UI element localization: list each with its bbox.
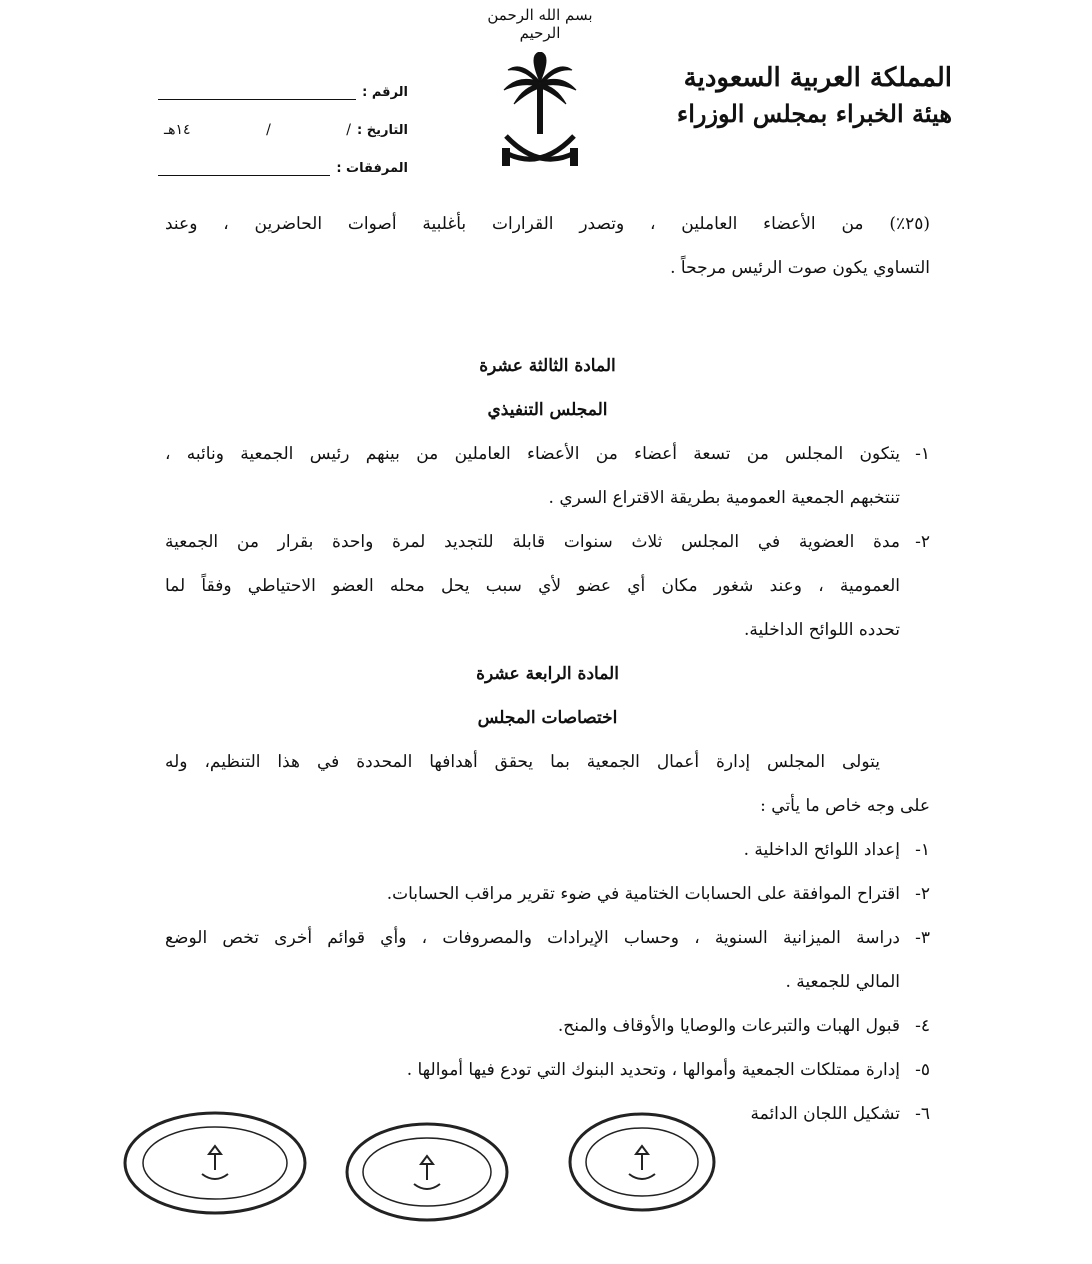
emblem-block xyxy=(480,6,600,177)
article-14-subtitle: اختصاصات المجلس xyxy=(477,708,618,728)
item-number: ٥- xyxy=(915,1060,930,1080)
date-sep-2: / xyxy=(266,122,271,138)
reference-block xyxy=(158,62,408,176)
org-line-1: المملكة العربية السعودية xyxy=(683,63,952,93)
organization-name xyxy=(662,60,952,132)
art13-para1-line1 xyxy=(165,432,930,476)
palm-swords-emblem-icon xyxy=(500,52,580,177)
spacer xyxy=(165,290,930,344)
item-number: ٦- xyxy=(915,1104,930,1124)
item-number: ٢- xyxy=(915,884,930,904)
list-item xyxy=(165,828,930,872)
date-row xyxy=(158,100,408,138)
art13-para1-line2: تنتخبهم الجمعية العمومية بطريقة الاقتراع السري . xyxy=(548,488,900,508)
stamp-left-icon xyxy=(120,1108,310,1218)
stamp-right-icon xyxy=(565,1110,720,1215)
art13-para2-line3: تحدده اللوائح الداخلية. xyxy=(744,620,900,640)
basmala: بسم الله الرحمن الرحيم xyxy=(487,6,593,42)
item-number: ١- xyxy=(915,444,930,464)
article-13-subtitle: المجلس التنفيذي xyxy=(487,400,608,420)
date-sep-1: / xyxy=(346,122,352,138)
letterhead xyxy=(0,0,1092,200)
list-item xyxy=(165,1004,930,1048)
art14-intro-line1: يتولى المجلس إدارة أعمال الجمعية بما يحقق أهدافها المحددة في هذا التنظيم، وله xyxy=(165,752,880,772)
list-item xyxy=(165,916,930,960)
art13-para2-line2: العمومية ، وعند شغور مكان أي عضو لأي سبب يحل محله العضو الاحتياطي وفقاً لما xyxy=(165,576,900,596)
list-item-continuation: المالي للجمعية . xyxy=(785,972,900,992)
ref-row xyxy=(158,62,408,100)
continuation-line-1: (٢٥٪) من الأعضاء العاملين ، وتصدر القرارات بأغلبية أصوات الحاضرين ، وعند xyxy=(165,214,930,234)
ref-line xyxy=(158,89,356,100)
item-number: ١- xyxy=(915,840,930,860)
attachments-row xyxy=(158,138,408,176)
list-item xyxy=(165,1048,930,1092)
item-number: ٢- xyxy=(915,532,930,552)
item-text: إعداد اللوائح الداخلية . xyxy=(743,840,900,860)
attachments-label: المرفقات : xyxy=(336,161,408,176)
article-13-title: المادة الثالثة عشرة xyxy=(479,356,616,376)
stamp-middle-icon xyxy=(342,1120,512,1225)
ref-label: الرقم : xyxy=(362,85,408,100)
item-text: قبول الهبات والتبرعات والوصايا والأوقاف والمنح. xyxy=(557,1016,900,1036)
art13-para2-line1 xyxy=(165,520,930,564)
document-body xyxy=(165,202,930,1136)
item-text: إدارة ممتلكات الجمعية وأموالها ، وتحديد البنوك التي تودع فيها أموالها . xyxy=(406,1060,900,1080)
para-text: يتكون المجلس من تسعة أعضاء من الأعضاء العاملين من بينهم رئيس الجمعية ونائبه ، xyxy=(165,444,900,464)
attachments-line xyxy=(158,165,330,176)
item-number: ٣- xyxy=(915,928,930,948)
continuation-line-2: التساوي يكون صوت الرئيس مرجحاً . xyxy=(670,258,930,278)
article-14-title: المادة الرابعة عشرة xyxy=(476,664,619,684)
item-number: ٤- xyxy=(915,1016,930,1036)
date-year-suffix: ١٤هـ xyxy=(164,122,191,138)
official-stamps xyxy=(120,1108,740,1228)
item-text: اقتراح الموافقة على الحسابات الختامية في ضوء تقرير مراقب الحسابات. xyxy=(386,884,900,904)
org-line-2: هيئة الخبراء بمجلس الوزراء xyxy=(676,99,952,128)
date-label: التاريخ : xyxy=(357,123,408,138)
item-text: دراسة الميزانية السنوية ، وحساب الإيرادات والمصروفات ، وأي قوائم أخرى تخص الوضع xyxy=(165,928,900,948)
art14-intro-line2: على وجه خاص ما يأتي : xyxy=(760,796,930,816)
para-text: مدة العضوية في المجلس ثلاث سنوات قابلة للتجديد لمرة واحدة بقرار من الجمعية xyxy=(165,532,900,552)
list-item xyxy=(165,872,930,916)
date-value xyxy=(158,122,357,138)
item-text: تشكيل اللجان الدائمة xyxy=(750,1104,900,1124)
